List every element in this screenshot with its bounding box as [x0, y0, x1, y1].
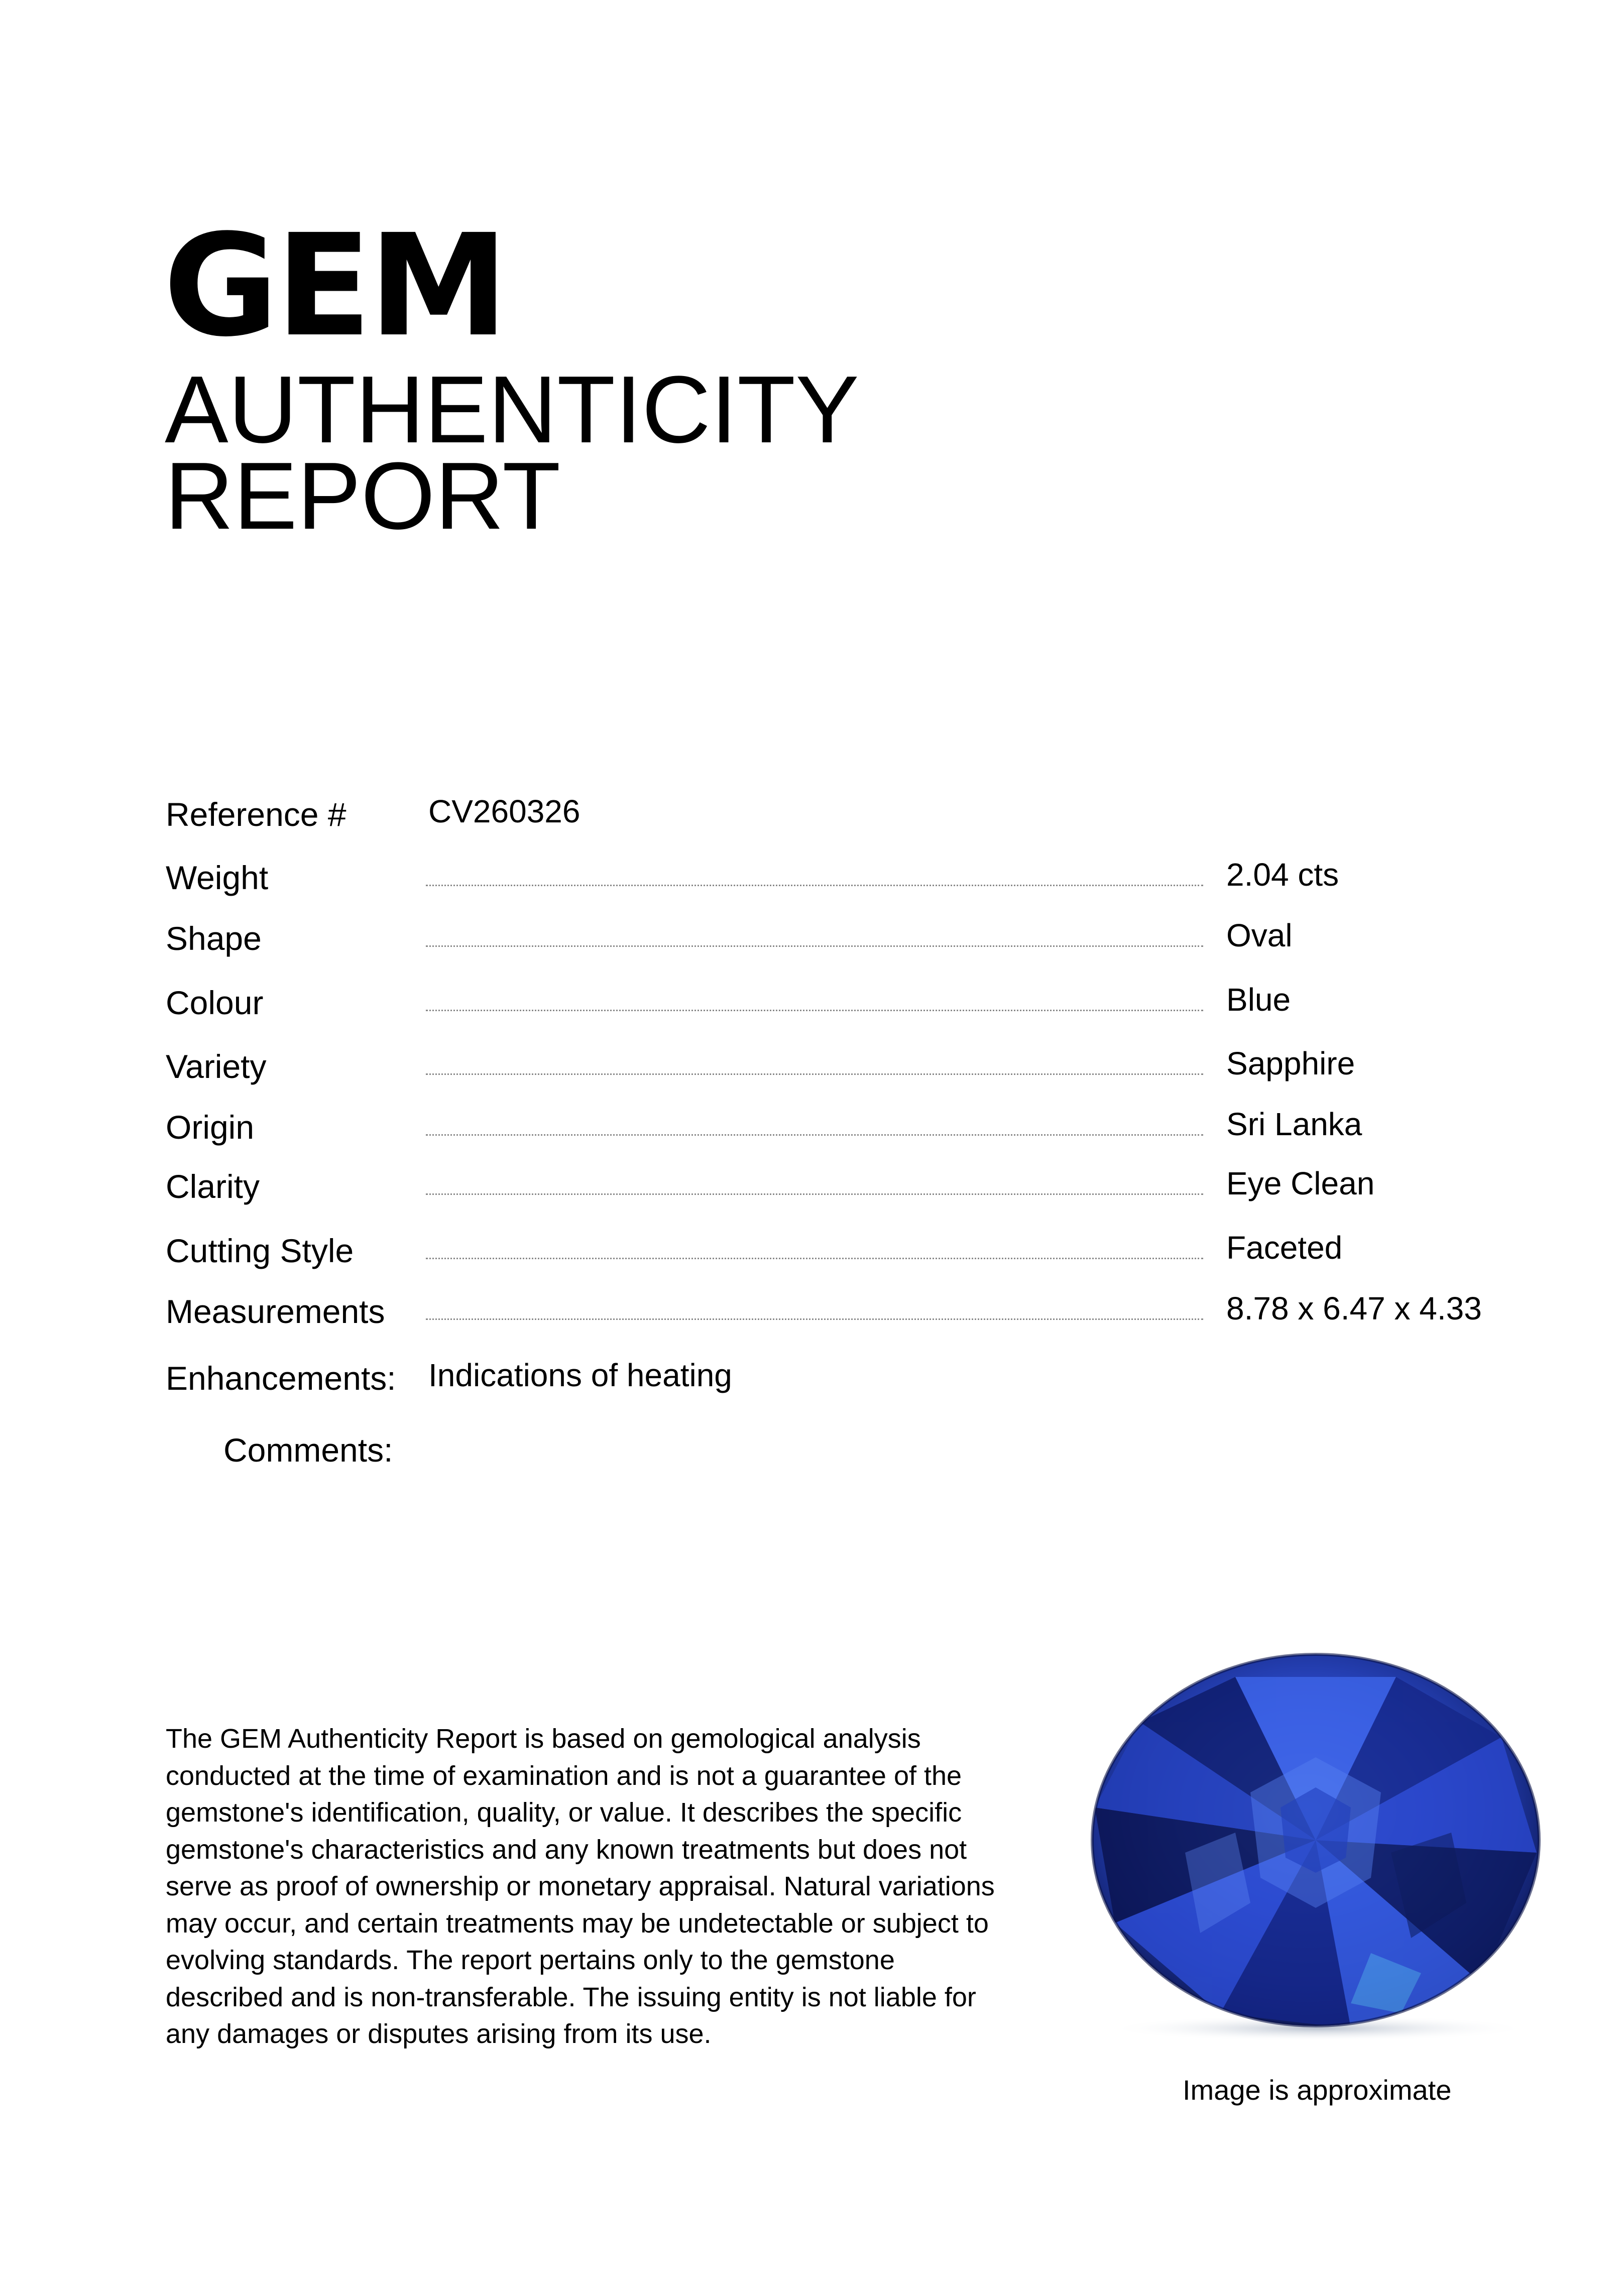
- subtitle-line-2: REPORT: [165, 443, 561, 549]
- spec-row-measurements: [0, 1291, 1623, 1342]
- image-caption: Image is approximate: [1183, 2074, 1452, 2106]
- report-title: GEM: [163, 204, 506, 368]
- dotted-leader: [426, 1258, 1203, 1259]
- spec-label: Clarity: [166, 1168, 260, 1205]
- dotted-leader: [426, 1134, 1203, 1136]
- spec-row-weight: [0, 858, 1623, 908]
- subtitle-line-1: AUTHENTICITY: [165, 356, 859, 463]
- spec-row-shape: [0, 918, 1623, 969]
- reference-label: Reference #: [166, 796, 346, 833]
- spec-row-clarity: [0, 1166, 1623, 1217]
- spec-label: Shape: [166, 920, 262, 957]
- spec-label: Variety: [166, 1048, 267, 1085]
- dotted-leader: [426, 1318, 1203, 1320]
- enhancements-value: Indications of heating: [428, 1357, 732, 1393]
- reference-value: CV260326: [428, 793, 581, 829]
- dotted-leader: [426, 1010, 1203, 1011]
- spec-label: Measurements: [166, 1293, 385, 1330]
- spec-value: 2.04 cts: [1226, 857, 1339, 893]
- spec-row-origin: [0, 1107, 1623, 1157]
- spec-value: Blue: [1226, 982, 1291, 1018]
- spec-value: Oval: [1226, 917, 1293, 953]
- spec-value: Sapphire: [1226, 1045, 1355, 1081]
- sapphire-gem-image: [1070, 1642, 1562, 2043]
- dotted-leader: [426, 1193, 1203, 1195]
- spec-label: Origin: [166, 1109, 255, 1146]
- spec-value: Faceted: [1226, 1230, 1343, 1266]
- comments-label: Comments:: [223, 1431, 393, 1469]
- spec-label: Cutting Style: [166, 1232, 354, 1269]
- spec-value: Eye Clean: [1226, 1165, 1375, 1201]
- enhancements-label: Enhancements:: [166, 1360, 396, 1397]
- spec-row-colour: [0, 983, 1623, 1033]
- spec-row-cutting-style: [0, 1231, 1623, 1281]
- spec-value: 8.78 x 6.47 x 4.33: [1226, 1290, 1482, 1326]
- dotted-leader: [426, 945, 1203, 947]
- spec-label: Colour: [166, 984, 264, 1021]
- report-subtitle: [165, 356, 859, 549]
- spec-label: Weight: [166, 859, 269, 896]
- disclaimer-text: The GEM Authenticity Report is based on gemological analysis conducted at the time of examination and is not a guarantee of the gemstone's identification, quality, or value. It describes the specific gemstone's characteristics and any known treatments but does not serve as proof of ownership or monetary appraisal. Natural variations may occur, and certain treatments may be undetectable or subject to evolving standards. The report pertains only to the gemstone described and is non-transferable. The issuing entity is not liable for any damages or disputes arising from its use.: [166, 1724, 995, 2049]
- dotted-leader: [426, 1073, 1203, 1075]
- spec-value: Sri Lanka: [1226, 1106, 1362, 1142]
- reference-row: [0, 794, 1623, 844]
- enhancements-row: [0, 1358, 1623, 1408]
- spec-row-variety: [0, 1046, 1623, 1097]
- dotted-leader: [426, 885, 1203, 886]
